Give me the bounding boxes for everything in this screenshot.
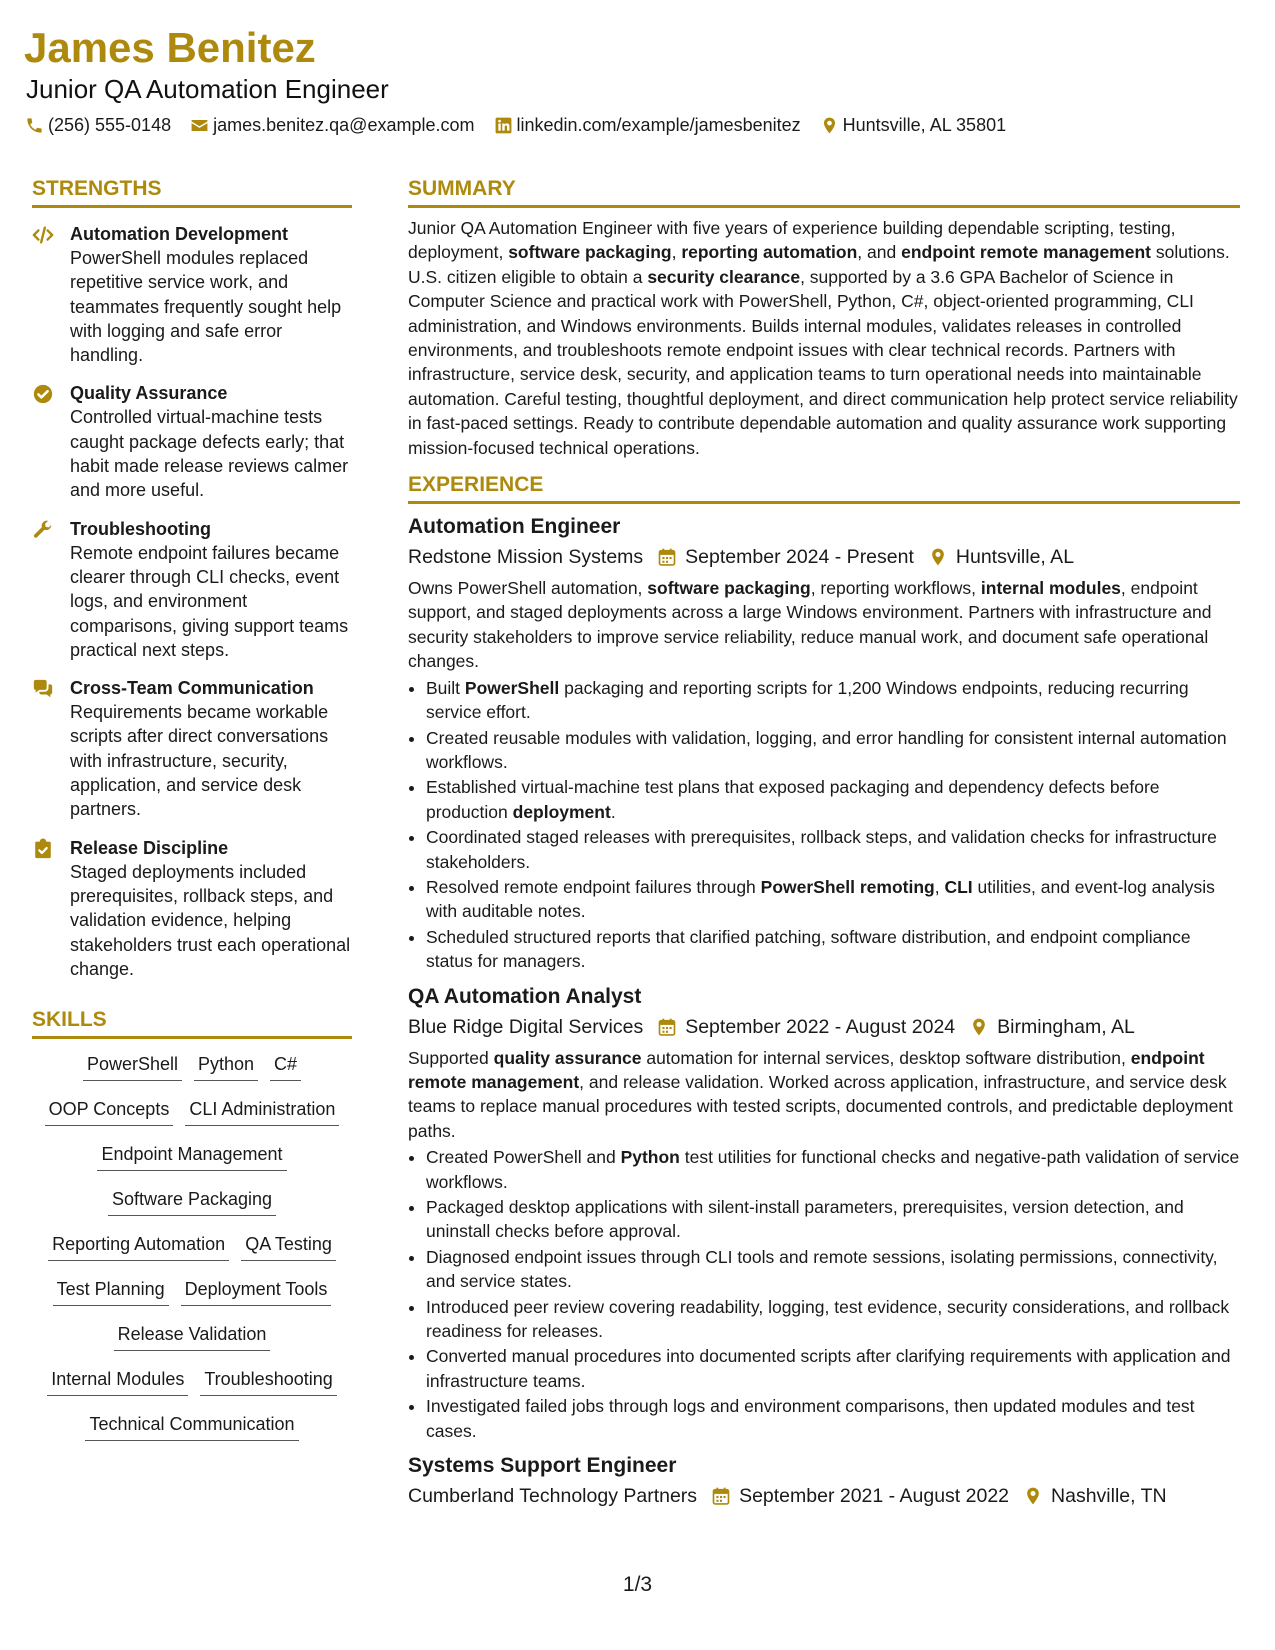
- strength-text: Requirements became workable scripts after direct conversations with infrastructure, security, application, and service desk partners.: [70, 702, 329, 820]
- calendar-icon: [657, 1017, 677, 1037]
- location-pin-icon: [1023, 1486, 1043, 1506]
- job-dates: September 2022 - August 2024: [685, 1015, 956, 1038]
- skill-tag: Python: [194, 1053, 258, 1081]
- job-meta: [408, 1012, 1240, 1042]
- skill-tag: Deployment Tools: [181, 1278, 332, 1306]
- job-bullets: [408, 676, 1240, 974]
- emphasis-text: reporting automation: [681, 242, 858, 263]
- skill-tag: Reporting Automation: [48, 1233, 229, 1261]
- skill-tag: Release Validation: [114, 1323, 271, 1351]
- text-run: Scheduled structured reports that clarified patching, software distribution, and endpoint compliance status for managers.: [426, 926, 1191, 972]
- emphasis-text: internal modules: [980, 578, 1121, 599]
- job-bullets: [408, 1145, 1240, 1443]
- bullet-item: [426, 676, 1240, 725]
- text-run: Created reusable modules with validation, logging, and error handling for consistent internal automation workflows.: [426, 727, 1227, 772]
- contact-location: [820, 115, 1006, 136]
- job-meta: [408, 1481, 1240, 1511]
- text-run: Junior QA Automation Engineer with five years of experience building dependable scripting, testing, deployment,: [408, 218, 1176, 263]
- contact-phone-text: (256) 555-0148: [48, 114, 172, 135]
- skill-row: [32, 1323, 352, 1368]
- bullet-item: [426, 1145, 1240, 1194]
- emphasis-text: deployment: [512, 801, 611, 822]
- candidate-role: Junior QA Automation Engineer: [26, 74, 389, 104]
- job-entry: [408, 1451, 1240, 1511]
- check-circle-icon: [32, 383, 54, 405]
- strength-text: Remote endpoint failures became clearer through CLI checks, event logs, and environment comparisons, giving support teams practical next steps.: [70, 542, 349, 660]
- bullet-item: [426, 775, 1240, 824]
- text-run: Investigated failed jobs through logs and environment comparisons, then updated modules and test cases.: [426, 1396, 1195, 1441]
- strength-item: [32, 676, 352, 821]
- skill-tag: PowerShell: [83, 1053, 182, 1081]
- text-run: Coordinated staged releases with prerequisites, rollback steps, and validation checks for infrastructure stakeholders.: [426, 827, 1217, 872]
- job-description: [408, 1046, 1240, 1144]
- strength-title: Cross-Team Communication: [70, 678, 314, 699]
- contact-email[interactable]: [190, 115, 474, 136]
- location-pin-icon: [928, 547, 948, 567]
- text-run: Established virtual-machine test plans that exposed packaging and dependency defects before production: [426, 777, 1160, 822]
- page-number: 1/3: [622, 1573, 653, 1596]
- left-column: [32, 176, 352, 1458]
- strength-text: Staged deployments included prerequisites, rollback steps, and validation evidence, helping stakeholders trust each operational change.: [70, 861, 351, 979]
- job-description: [408, 576, 1240, 674]
- text-run: automation for internal services, desktop software distribution,: [641, 1047, 1131, 1068]
- text-run: , reporting workflows,: [810, 578, 981, 599]
- strength-title: Troubleshooting: [70, 518, 211, 539]
- text-run: Diagnosed endpoint issues through CLI tools and remote sessions, isolating permissions, connectivity, and service states.: [426, 1246, 1218, 1292]
- job-company: Redstone Mission Systems: [408, 546, 644, 569]
- job-company: Cumberland Technology Partners: [408, 1485, 698, 1508]
- emphasis-text: software packaging: [647, 578, 811, 599]
- skill-tag: CLI Administration: [185, 1098, 339, 1126]
- bullet-item: [426, 1195, 1240, 1244]
- text-run: packaging and reporting scripts for 1,200 Windows endpoints, reducing recurring service effort.: [426, 677, 1189, 723]
- skill-tag: C#: [270, 1053, 301, 1081]
- skill-row: [32, 1053, 352, 1098]
- experience-list: [408, 512, 1240, 1511]
- job-title: QA Automation Analyst: [408, 984, 642, 1008]
- skill-tag: Troubleshooting: [200, 1368, 336, 1396]
- text-run: .: [610, 801, 616, 822]
- skills-list: [32, 1053, 352, 1458]
- wrench-icon: [32, 519, 54, 541]
- strength-title: Automation Development: [70, 224, 289, 244]
- skill-row: [32, 1233, 352, 1278]
- text-run: , and release validation. Worked across application, infrastructure, and service desk teams to replace manual procedures with tested scripts, documented controls, and predictable deployment paths.: [408, 1071, 1233, 1141]
- skill-row: [32, 1188, 352, 1233]
- text-run: Introduced peer review covering readability, logging, test evidence, security considerations, and rollback readiness for releases.: [426, 1296, 1230, 1342]
- envelope-icon: [190, 116, 209, 135]
- job-title: Automation Engineer: [408, 515, 621, 539]
- skill-tag: Technical Communication: [85, 1413, 298, 1441]
- bullet-item: [426, 925, 1240, 974]
- text-run: , supported by a 3.6 GPA Bachelor of Science in Computer Science and practical work with PowerShell, Python, C#, object-oriented programming, CLI administration, and Windows environments. Builds internal modules, validates releases in controlled environments, and troubleshoots remote endpoint issues with clear technical records. Partners with infrastructure, service desk, security, and application teams to turn operational needs into maintainable automation. Careful testing, thoughtful deployment, and direct communication help protect service reliability in fast-paced settings. Ready to contribute dependable automation and quality assurance work supporting mission-focused technical operations.: [408, 266, 1238, 458]
- text-run: utilities, and event-log analysis with auditable notes.: [426, 876, 1215, 922]
- text-run: Packaged desktop applications with silent-install parameters, prerequisites, version detection, and uninstall checks before approval.: [426, 1197, 1184, 1242]
- text-run: Converted manual procedures into documented scripts after clarifying requirements with application and infrastructure teams.: [426, 1346, 1231, 1391]
- text-run: Created PowerShell and: [426, 1147, 621, 1168]
- contact-email-text: james.benitez.qa@example.com: [213, 114, 475, 135]
- strength-title: Quality Assurance: [70, 383, 228, 404]
- strength-item: [32, 836, 352, 981]
- skill-tag: Internal Modules: [47, 1368, 188, 1396]
- emphasis-text: security clearance: [647, 266, 801, 287]
- job-dates: September 2024 - Present: [685, 546, 914, 569]
- strength-item: [32, 222, 352, 367]
- summary-heading: SUMMARY: [408, 176, 1240, 208]
- emphasis-text: PowerShell: [464, 677, 560, 698]
- strength-title: Release Discipline: [70, 837, 229, 858]
- text-run: Owns PowerShell automation,: [408, 578, 648, 599]
- contact-bar: [25, 112, 1025, 138]
- bullet-item: [426, 1295, 1240, 1344]
- job-meta: [408, 542, 1240, 572]
- skill-row: [32, 1413, 352, 1458]
- text-run: ,: [671, 242, 682, 263]
- emphasis-text: endpoint remote management: [408, 1047, 1205, 1092]
- job-dates: September 2021 - August 2022: [739, 1485, 1010, 1508]
- contact-location-text: Huntsville, AL 35801: [842, 114, 1007, 135]
- bullet-item: [426, 875, 1240, 924]
- job-title: Systems Support Engineer: [408, 1454, 677, 1478]
- skill-row: [32, 1278, 352, 1323]
- location-pin-icon: [969, 1017, 989, 1037]
- strength-text: Controlled virtual-machine tests caught package defects early; that habit made release reviews calmer and more useful.: [70, 407, 349, 501]
- emphasis-text: quality assurance: [493, 1047, 642, 1068]
- location-pin-icon: [820, 116, 839, 135]
- bullet-item: [426, 825, 1240, 874]
- job-entry: [408, 982, 1240, 1444]
- experience-heading: EXPERIENCE: [408, 472, 1240, 504]
- skills-heading: SKILLS: [32, 1007, 352, 1039]
- skill-row: [32, 1098, 352, 1143]
- calendar-icon: [657, 547, 677, 567]
- strength-text: PowerShell modules replaced repetitive service work, and teammates frequently sought help with logging and safe error handling.: [70, 248, 342, 366]
- emphasis-text: software packaging: [508, 242, 672, 263]
- bullet-item: [426, 1394, 1240, 1443]
- right-column: [408, 176, 1240, 1511]
- contact-phone[interactable]: [25, 115, 171, 136]
- candidate-name: James Benitez: [24, 24, 316, 71]
- emphasis-text: endpoint remote management: [901, 242, 1151, 263]
- bullet-item: [426, 1245, 1240, 1294]
- strength-item: [32, 381, 352, 502]
- text-run: Resolved remote endpoint failures through: [426, 876, 761, 897]
- skill-tag: Endpoint Management: [97, 1143, 286, 1171]
- text-run: Supported: [408, 1047, 494, 1068]
- text-run: ,: [934, 876, 945, 897]
- skill-tag: Test Planning: [53, 1278, 169, 1306]
- emphasis-text: CLI: [944, 876, 973, 897]
- linkedin-icon: [494, 116, 513, 135]
- text-run: Built: [426, 677, 465, 698]
- strength-item: [32, 517, 352, 662]
- job-location: Birmingham, AL: [997, 1015, 1135, 1038]
- contact-linkedin-text: linkedin.com/example/jamesbenitez: [516, 114, 801, 135]
- calendar-icon: [711, 1486, 731, 1506]
- strengths-heading: STRENGTHS: [32, 176, 352, 208]
- job-entry: [408, 512, 1240, 974]
- emphasis-text: Python: [620, 1147, 680, 1168]
- job-location: Huntsville, AL: [955, 546, 1075, 569]
- text-run: , endpoint support, and staged deployments across a large Windows environment. Partners with infrastructure and security stakeholders to improve service reliability, reduce manual work, and document safe operational changes.: [408, 578, 1212, 672]
- text-run: , and: [857, 242, 902, 263]
- comments-icon: [32, 678, 54, 700]
- job-location: Nashville, TN: [1051, 1485, 1167, 1508]
- skill-tag: OOP Concepts: [45, 1098, 174, 1126]
- bullet-item: [426, 726, 1240, 775]
- code-icon: [32, 224, 54, 246]
- job-company: Blue Ridge Digital Services: [408, 1015, 644, 1038]
- phone-icon: [25, 116, 44, 135]
- summary-text: [408, 216, 1240, 460]
- bullet-item: [426, 1344, 1240, 1393]
- contact-linkedin[interactable]: [494, 115, 801, 136]
- skill-row: [32, 1368, 352, 1413]
- skill-tag: Software Packaging: [108, 1188, 276, 1216]
- text-run: test utilities for functional checks and negative-path validation of service workflows.: [426, 1147, 1240, 1192]
- emphasis-text: PowerShell remoting: [760, 876, 935, 897]
- skill-tag: QA Testing: [241, 1233, 336, 1261]
- skill-row: [32, 1143, 352, 1188]
- text-run: solutions. U.S. citizen eligible to obtain a: [408, 242, 1230, 287]
- clipboard-check-icon: [32, 838, 54, 860]
